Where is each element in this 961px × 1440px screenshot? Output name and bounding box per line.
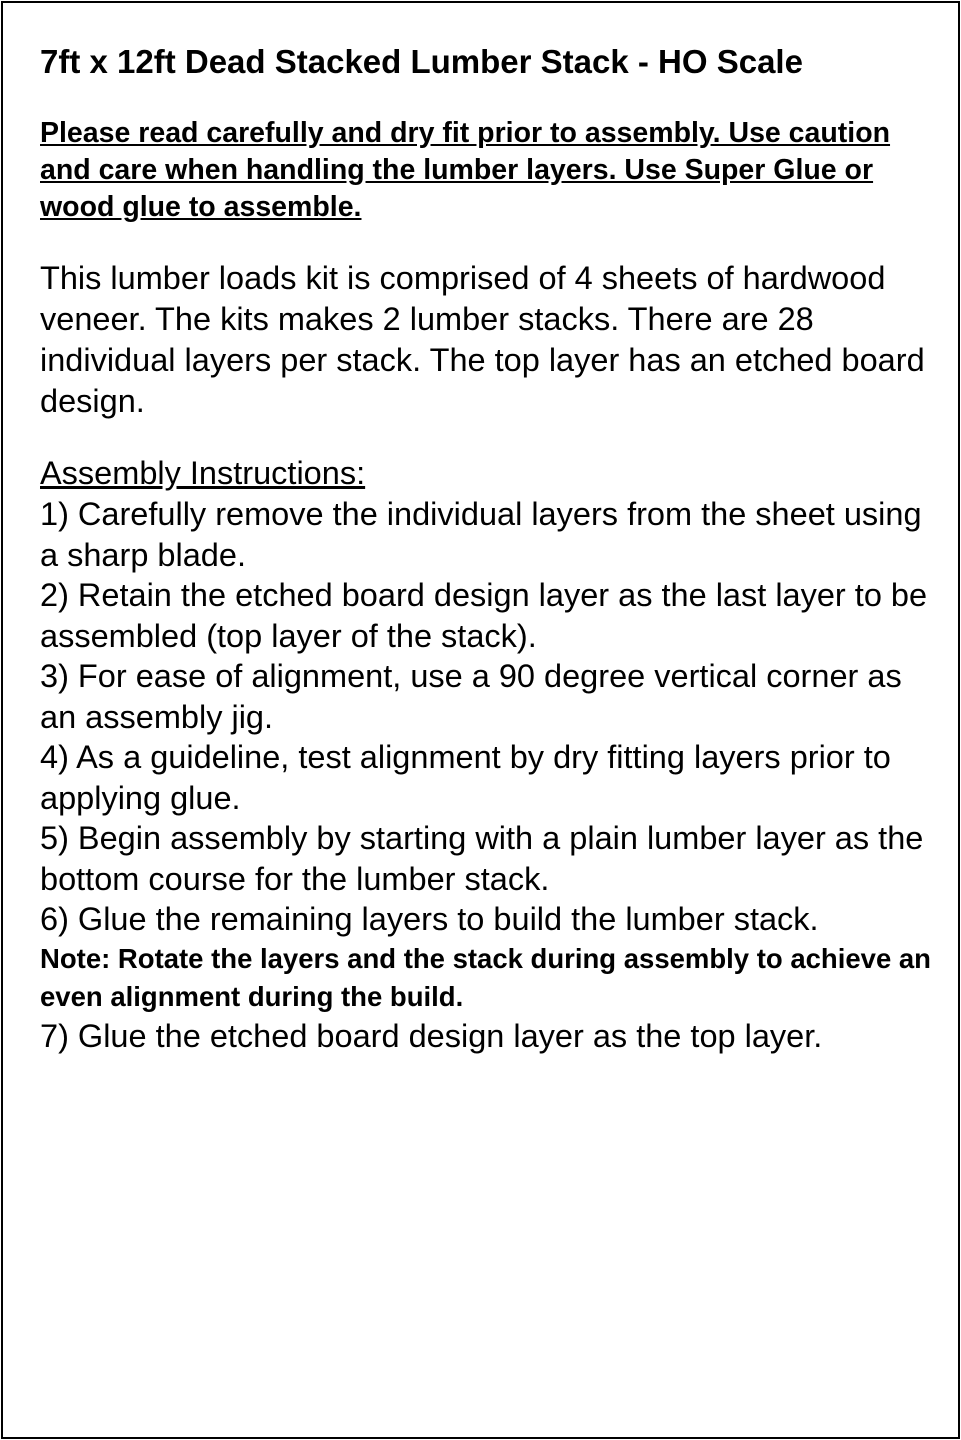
document-title: 7ft x 12ft Dead Stacked Lumber Stack - HO Scale bbox=[40, 43, 803, 80]
instructions-list bbox=[40, 494, 940, 1056]
assembly-note: Note: Rotate the layers and the stack during assembly to achieve an even alignment during the build. bbox=[40, 942, 931, 1012]
instruction-step-7: 7) Glue the etched board design layer as the top layer. bbox=[40, 1017, 823, 1054]
instructions-heading: Assembly Instructions: bbox=[40, 455, 366, 491]
instruction-step-6: 6) Glue the remaining layers to build the lumber stack. bbox=[40, 901, 819, 937]
warning-text: Please read carefully and dry fit prior to assembly. Use caution and care when handling the lumber layers. Use Super Glue or wood glue to assemble. bbox=[40, 117, 891, 223]
instruction-step-3: 3) For ease of alignment, use a 90 degree vertical corner as an assembly jig. bbox=[40, 658, 902, 735]
intro-paragraph: This lumber loads kit is comprised of 4 sheets of hardwood veneer. The kits makes 2 lumber stacks. There are 28 individual layers per stack. The top layer has an etched board design. bbox=[40, 260, 925, 419]
document-frame bbox=[1, 1, 960, 1439]
instruction-step-1: 1) Carefully remove the individual layers from the sheet using a sharp blade. bbox=[40, 496, 922, 573]
instruction-step-4: 4) As a guideline, test alignment by dry fitting layers prior to applying glue. bbox=[40, 739, 891, 816]
instruction-step-2: 2) Retain the etched board design layer as the last layer to be assembled (top layer of the stack). bbox=[40, 577, 928, 654]
document-content bbox=[40, 39, 940, 1056]
instruction-step-5: 5) Begin assembly by starting with a plain lumber layer as the bottom course for the lumber stack. bbox=[40, 820, 924, 897]
